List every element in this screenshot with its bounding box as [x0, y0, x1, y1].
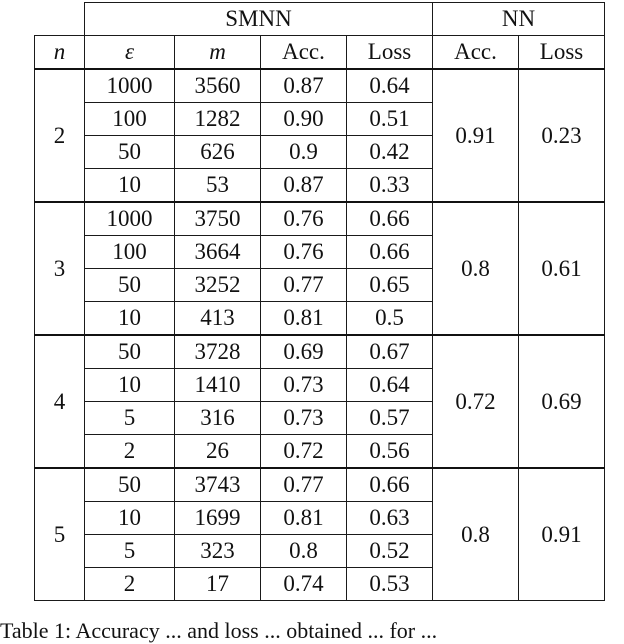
smnn-loss-cell: 0.51 [347, 103, 433, 136]
epsilon-cell: 5 [85, 535, 175, 568]
smnn-accuracy-cell: 0.76 [261, 236, 347, 269]
smnn-accuracy-cell: 0.73 [261, 402, 347, 435]
m-cell: 323 [175, 535, 261, 568]
smnn-loss-cell: 0.65 [347, 269, 433, 302]
m-cell: 316 [175, 402, 261, 435]
table-body [35, 69, 605, 601]
epsilon-cell: 10 [85, 369, 175, 402]
m-cell: 3252 [175, 269, 261, 302]
m-cell: 17 [175, 568, 261, 601]
m-cell: 26 [175, 435, 261, 469]
nn-accuracy-cell: 0.91 [433, 69, 519, 202]
smnn-loss-cell: 0.42 [347, 136, 433, 169]
nn-loss-cell: 0.61 [519, 202, 605, 335]
epsilon-cell: 1000 [85, 69, 175, 103]
smnn-accuracy-cell: 0.69 [261, 335, 347, 369]
table-caption: Table 1: Accuracy ... and loss ... obtained ... for ... [0, 618, 438, 643]
smnn-accuracy-cell: 0.77 [261, 468, 347, 502]
epsilon-cell: 10 [85, 502, 175, 535]
smnn-loss-cell: 0.67 [347, 335, 433, 369]
smnn-loss-cell: 0.33 [347, 169, 433, 203]
m-cell: 1282 [175, 103, 261, 136]
epsilon-cell: 2 [85, 568, 175, 601]
smnn-accuracy-cell: 0.81 [261, 502, 347, 535]
epsilon-cell: 50 [85, 335, 175, 369]
epsilon-cell: 1000 [85, 202, 175, 236]
n-cell: 4 [35, 335, 85, 468]
column-header-row [35, 36, 605, 70]
smnn-loss-cell: 0.57 [347, 402, 433, 435]
smnn-accuracy-cell: 0.9 [261, 136, 347, 169]
smnn-group-header: SMNN [85, 3, 433, 36]
smnn-loss-cell: 0.66 [347, 202, 433, 236]
m-cell: 3728 [175, 335, 261, 369]
m-cell: 413 [175, 302, 261, 336]
table-row [35, 202, 605, 236]
smnn-loss-cell: 0.56 [347, 435, 433, 469]
m-cell: 3743 [175, 468, 261, 502]
empty-corner-cell [35, 3, 85, 36]
epsilon-cell: 5 [85, 402, 175, 435]
epsilon-cell: 50 [85, 136, 175, 169]
smnn-accuracy-cell: 0.90 [261, 103, 347, 136]
nn-accuracy-cell: 0.8 [433, 468, 519, 601]
smnn-loss-cell: 0.52 [347, 535, 433, 568]
smnn-accuracy-cell: 0.77 [261, 269, 347, 302]
smnn-accuracy-cell: 0.74 [261, 568, 347, 601]
smnn-loss-cell: 0.64 [347, 369, 433, 402]
nn-loss-cell: 0.23 [519, 69, 605, 202]
m-cell: 1699 [175, 502, 261, 535]
nn-accuracy-cell: 0.72 [433, 335, 519, 468]
epsilon-cell: 100 [85, 103, 175, 136]
smnn-loss-cell: 0.53 [347, 568, 433, 601]
nn-accuracy-cell: 0.8 [433, 202, 519, 335]
epsilon-cell: 2 [85, 435, 175, 469]
group-header-row [35, 3, 605, 36]
smnn-accuracy-cell: 0.76 [261, 202, 347, 236]
smnn-accuracy-cell: 0.8 [261, 535, 347, 568]
m-cell: 53 [175, 169, 261, 203]
epsilon-cell: 100 [85, 236, 175, 269]
smnn-accuracy-cell: 0.72 [261, 435, 347, 469]
smnn-loss-cell: 0.63 [347, 502, 433, 535]
table-row [35, 69, 605, 103]
m-cell: 3560 [175, 69, 261, 103]
smnn-accuracy-cell: 0.73 [261, 369, 347, 402]
smnn-loss-cell: 0.64 [347, 69, 433, 103]
smnn-loss-cell: 0.5 [347, 302, 433, 336]
epsilon-cell: 10 [85, 169, 175, 203]
table-row [35, 335, 605, 369]
smnn-accuracy-cell: 0.87 [261, 169, 347, 203]
smnn-loss-cell: 0.66 [347, 236, 433, 269]
epsilon-cell: 50 [85, 269, 175, 302]
epsilon-cell: 50 [85, 468, 175, 502]
n-cell: 2 [35, 69, 85, 202]
n-column-header: n [35, 36, 85, 70]
n-cell: 3 [35, 202, 85, 335]
smnn-accuracy-cell: 0.81 [261, 302, 347, 336]
m-column-header: m [175, 36, 261, 70]
smnn-loss-column-header: Loss [347, 36, 433, 70]
smnn-accuracy-column-header: Acc. [261, 36, 347, 70]
m-cell: 3750 [175, 202, 261, 236]
nn-group-header: NN [433, 3, 605, 36]
nn-accuracy-column-header: Acc. [433, 36, 519, 70]
n-cell: 5 [35, 468, 85, 601]
nn-loss-column-header: Loss [519, 36, 605, 70]
m-cell: 1410 [175, 369, 261, 402]
m-cell: 626 [175, 136, 261, 169]
smnn-accuracy-cell: 0.87 [261, 69, 347, 103]
results-table [34, 2, 605, 601]
smnn-loss-cell: 0.66 [347, 468, 433, 502]
epsilon-cell: 10 [85, 302, 175, 336]
m-cell: 3664 [175, 236, 261, 269]
table-row [35, 468, 605, 502]
nn-loss-cell: 0.91 [519, 468, 605, 601]
nn-loss-cell: 0.69 [519, 335, 605, 468]
epsilon-column-header: ε [85, 36, 175, 70]
